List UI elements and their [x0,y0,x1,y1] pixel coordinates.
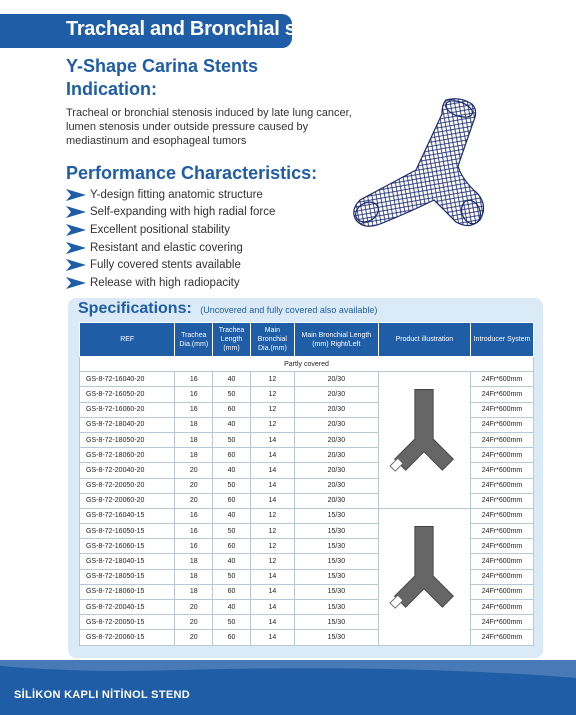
bronchial-dia-cell: 12 [250,402,294,417]
bronchial-dia-cell: 12 [250,508,294,523]
bronchial-length-cell: 20/30 [294,493,378,508]
ref-cell: GS-8-72-20050-15 [80,615,175,630]
arrow-bullet-icon [66,206,86,218]
indication-heading: Indication: [66,79,157,99]
feature-item [66,274,275,292]
bronchial-dia-cell: 12 [250,539,294,554]
bronchial-dia-cell: 12 [250,387,294,402]
bronchial-dia-cell: 12 [250,524,294,539]
ref-cell: GS-8-72-16040-20 [80,372,175,387]
y-stent-diagram-icon [387,384,461,494]
trachea-length-cell: 60 [213,448,251,463]
trachea-dia-cell: 20 [175,478,213,493]
table-header-row [80,323,534,357]
trachea-dia-cell: 16 [175,402,213,417]
bronchial-length-cell: 20/30 [294,387,378,402]
bronchial-length-cell: 20/30 [294,372,378,387]
feature-text: Self-expanding with high radial force [90,206,276,219]
trachea-length-cell: 40 [213,463,251,478]
trachea-length-cell: 50 [213,432,251,447]
arrow-bullet-icon [66,242,86,254]
footer-text: SİLİKON KAPLI NİTİNOL STEND [14,689,190,701]
introducer-cell: 24Fr*600mm [471,432,534,447]
feature-text: Release with high radiopacity [90,276,240,289]
specifications-heading [78,300,377,318]
group-label: Partly covered [80,357,534,372]
column-header: Introducer System [471,323,534,357]
introducer-cell: 24Fr*600mm [471,600,534,615]
trachea-dia-cell: 20 [175,600,213,615]
feature-text: Excellent positional stability [90,223,230,236]
feature-item [66,186,275,204]
bronchial-dia-cell: 14 [250,615,294,630]
introducer-cell: 24Fr*600mm [471,372,534,387]
trachea-dia-cell: 18 [175,554,213,569]
trachea-dia-cell: 18 [175,432,213,447]
ref-cell: GS-8-72-16050-20 [80,387,175,402]
introducer-cell: 24Fr*600mm [471,417,534,432]
table-group-row [80,357,534,372]
introducer-cell: 24Fr*600mm [471,402,534,417]
bronchial-dia-cell: 14 [250,630,294,645]
introducer-cell: 24Fr*600mm [471,630,534,645]
trachea-dia-cell: 16 [175,508,213,523]
ref-cell: GS-8-72-18050-20 [80,432,175,447]
column-header: Trachea Length (mm) [213,323,251,357]
trachea-dia-cell: 20 [175,615,213,630]
trachea-length-cell: 60 [213,493,251,508]
trachea-length-cell: 40 [213,372,251,387]
trachea-dia-cell: 16 [175,372,213,387]
bronchial-length-cell: 20/30 [294,463,378,478]
y-stent-mesh-illustration [350,96,500,246]
trachea-length-cell: 60 [213,402,251,417]
bronchial-length-cell: 15/30 [294,569,378,584]
ref-cell: GS-8-72-20040-20 [80,463,175,478]
feature-item [66,221,275,239]
ref-cell: GS-8-72-20060-15 [80,630,175,645]
column-header: Main Bronchial Dia.(mm) [250,323,294,357]
introducer-cell: 24Fr*600mm [471,539,534,554]
ref-cell: GS-8-72-16040-15 [80,508,175,523]
bronchial-length-cell: 15/30 [294,554,378,569]
bronchial-dia-cell: 14 [250,432,294,447]
introducer-cell: 24Fr*600mm [471,463,534,478]
ref-cell: GS-8-72-18060-20 [80,448,175,463]
product-title: Y-Shape Carina Stents [66,56,259,76]
introducer-cell: 24Fr*600mm [471,554,534,569]
bronchial-dia-cell: 12 [250,417,294,432]
ref-cell: GS-8-72-18060-15 [80,584,175,599]
trachea-length-cell: 40 [213,508,251,523]
trachea-length-cell: 40 [213,417,251,432]
product-illustration-cell [378,508,470,645]
bronchial-dia-cell: 14 [250,448,294,463]
bronchial-dia-cell: 14 [250,600,294,615]
column-header: REF [80,323,175,357]
bronchial-length-cell: 15/30 [294,584,378,599]
trachea-length-cell: 60 [213,539,251,554]
introducer-cell: 24Fr*600mm [471,478,534,493]
trachea-dia-cell: 18 [175,448,213,463]
ref-cell: GS-8-72-18040-20 [80,417,175,432]
introducer-cell: 24Fr*600mm [471,584,534,599]
introducer-cell: 24Fr*600mm [471,524,534,539]
trachea-length-cell: 60 [213,584,251,599]
introducer-cell: 24Fr*600mm [471,615,534,630]
bronchial-length-cell: 20/30 [294,432,378,447]
bronchial-length-cell: 20/30 [294,448,378,463]
specifications-note: (Uncovered and fully covered also available) [200,305,378,315]
trachea-length-cell: 50 [213,524,251,539]
trachea-length-cell: 50 [213,387,251,402]
bronchial-length-cell: 20/30 [294,402,378,417]
bronchial-dia-cell: 14 [250,584,294,599]
bronchial-length-cell: 20/30 [294,478,378,493]
bronchial-dia-cell: 12 [250,554,294,569]
specifications-panel [68,298,543,658]
bronchial-length-cell: 15/30 [294,630,378,645]
arrow-bullet-icon [66,277,86,289]
column-header: Main Bronchial Length (mm) Right/Left [294,323,378,357]
bronchial-length-cell: 20/30 [294,417,378,432]
trachea-length-cell: 50 [213,478,251,493]
arrow-bullet-icon [66,189,86,201]
bronchial-length-cell: 15/30 [294,524,378,539]
introducer-cell: 24Fr*600mm [471,508,534,523]
arrow-bullet-icon [66,259,86,271]
trachea-length-cell: 40 [213,600,251,615]
trachea-length-cell: 60 [213,630,251,645]
product-illustration-cell [378,372,470,509]
table-row [80,508,534,523]
bronchial-length-cell: 15/30 [294,600,378,615]
trachea-dia-cell: 16 [175,387,213,402]
trachea-length-cell: 40 [213,554,251,569]
feature-list [66,186,275,292]
page-title: Tracheal and Bronchial stent [66,18,332,40]
introducer-cell: 24Fr*600mm [471,569,534,584]
introducer-cell: 24Fr*600mm [471,387,534,402]
bronchial-dia-cell: 12 [250,372,294,387]
feature-item [66,239,275,257]
feature-text: Resistant and elastic covering [90,241,243,254]
table-row [80,372,534,387]
trachea-dia-cell: 18 [175,584,213,599]
ref-cell: GS-8-72-18050-15 [80,569,175,584]
feature-item [66,204,275,222]
footer-wave-icon [0,660,576,678]
performance-heading: Performance Characteristics: [66,163,318,183]
bronchial-dia-cell: 14 [250,569,294,584]
ref-cell: GS-8-72-20040-15 [80,600,175,615]
introducer-cell: 24Fr*600mm [471,493,534,508]
trachea-dia-cell: 18 [175,569,213,584]
y-stent-diagram-icon [387,521,461,631]
bronchial-length-cell: 15/30 [294,508,378,523]
footer-band [0,660,576,715]
trachea-dia-cell: 20 [175,630,213,645]
introducer-cell: 24Fr*600mm [471,448,534,463]
trachea-dia-cell: 18 [175,417,213,432]
specifications-title: Specifications: [78,300,192,317]
ref-cell: GS-8-72-16060-15 [80,539,175,554]
trachea-length-cell: 50 [213,615,251,630]
trachea-dia-cell: 20 [175,463,213,478]
ref-cell: GS-8-72-20060-20 [80,493,175,508]
trachea-dia-cell: 16 [175,524,213,539]
indication-text: Tracheal or bronchial stenosis induced by late lung cancer, lumen stenosis under outside pressure caused by mediastinum and esophageal tumors [66,107,352,147]
arrow-bullet-icon [66,224,86,236]
column-header: Product illustration [378,323,470,357]
ref-cell: GS-8-72-16050-15 [80,524,175,539]
column-header: Trachea Dia.(mm) [175,323,213,357]
specifications-table [79,322,534,646]
bronchial-dia-cell: 14 [250,493,294,508]
trachea-dia-cell: 20 [175,493,213,508]
feature-item [66,256,275,274]
header-band [0,14,332,48]
ref-cell: GS-8-72-20050-20 [80,478,175,493]
bronchial-length-cell: 15/30 [294,615,378,630]
ref-cell: GS-8-72-16060-20 [80,402,175,417]
trachea-length-cell: 50 [213,569,251,584]
bronchial-length-cell: 15/30 [294,539,378,554]
trachea-dia-cell: 16 [175,539,213,554]
bronchial-dia-cell: 14 [250,478,294,493]
bronchial-dia-cell: 14 [250,463,294,478]
ref-cell: GS-8-72-18040-15 [80,554,175,569]
feature-text: Fully covered stents available [90,259,241,272]
feature-text: Y-design fitting anatomic structure [90,188,263,201]
